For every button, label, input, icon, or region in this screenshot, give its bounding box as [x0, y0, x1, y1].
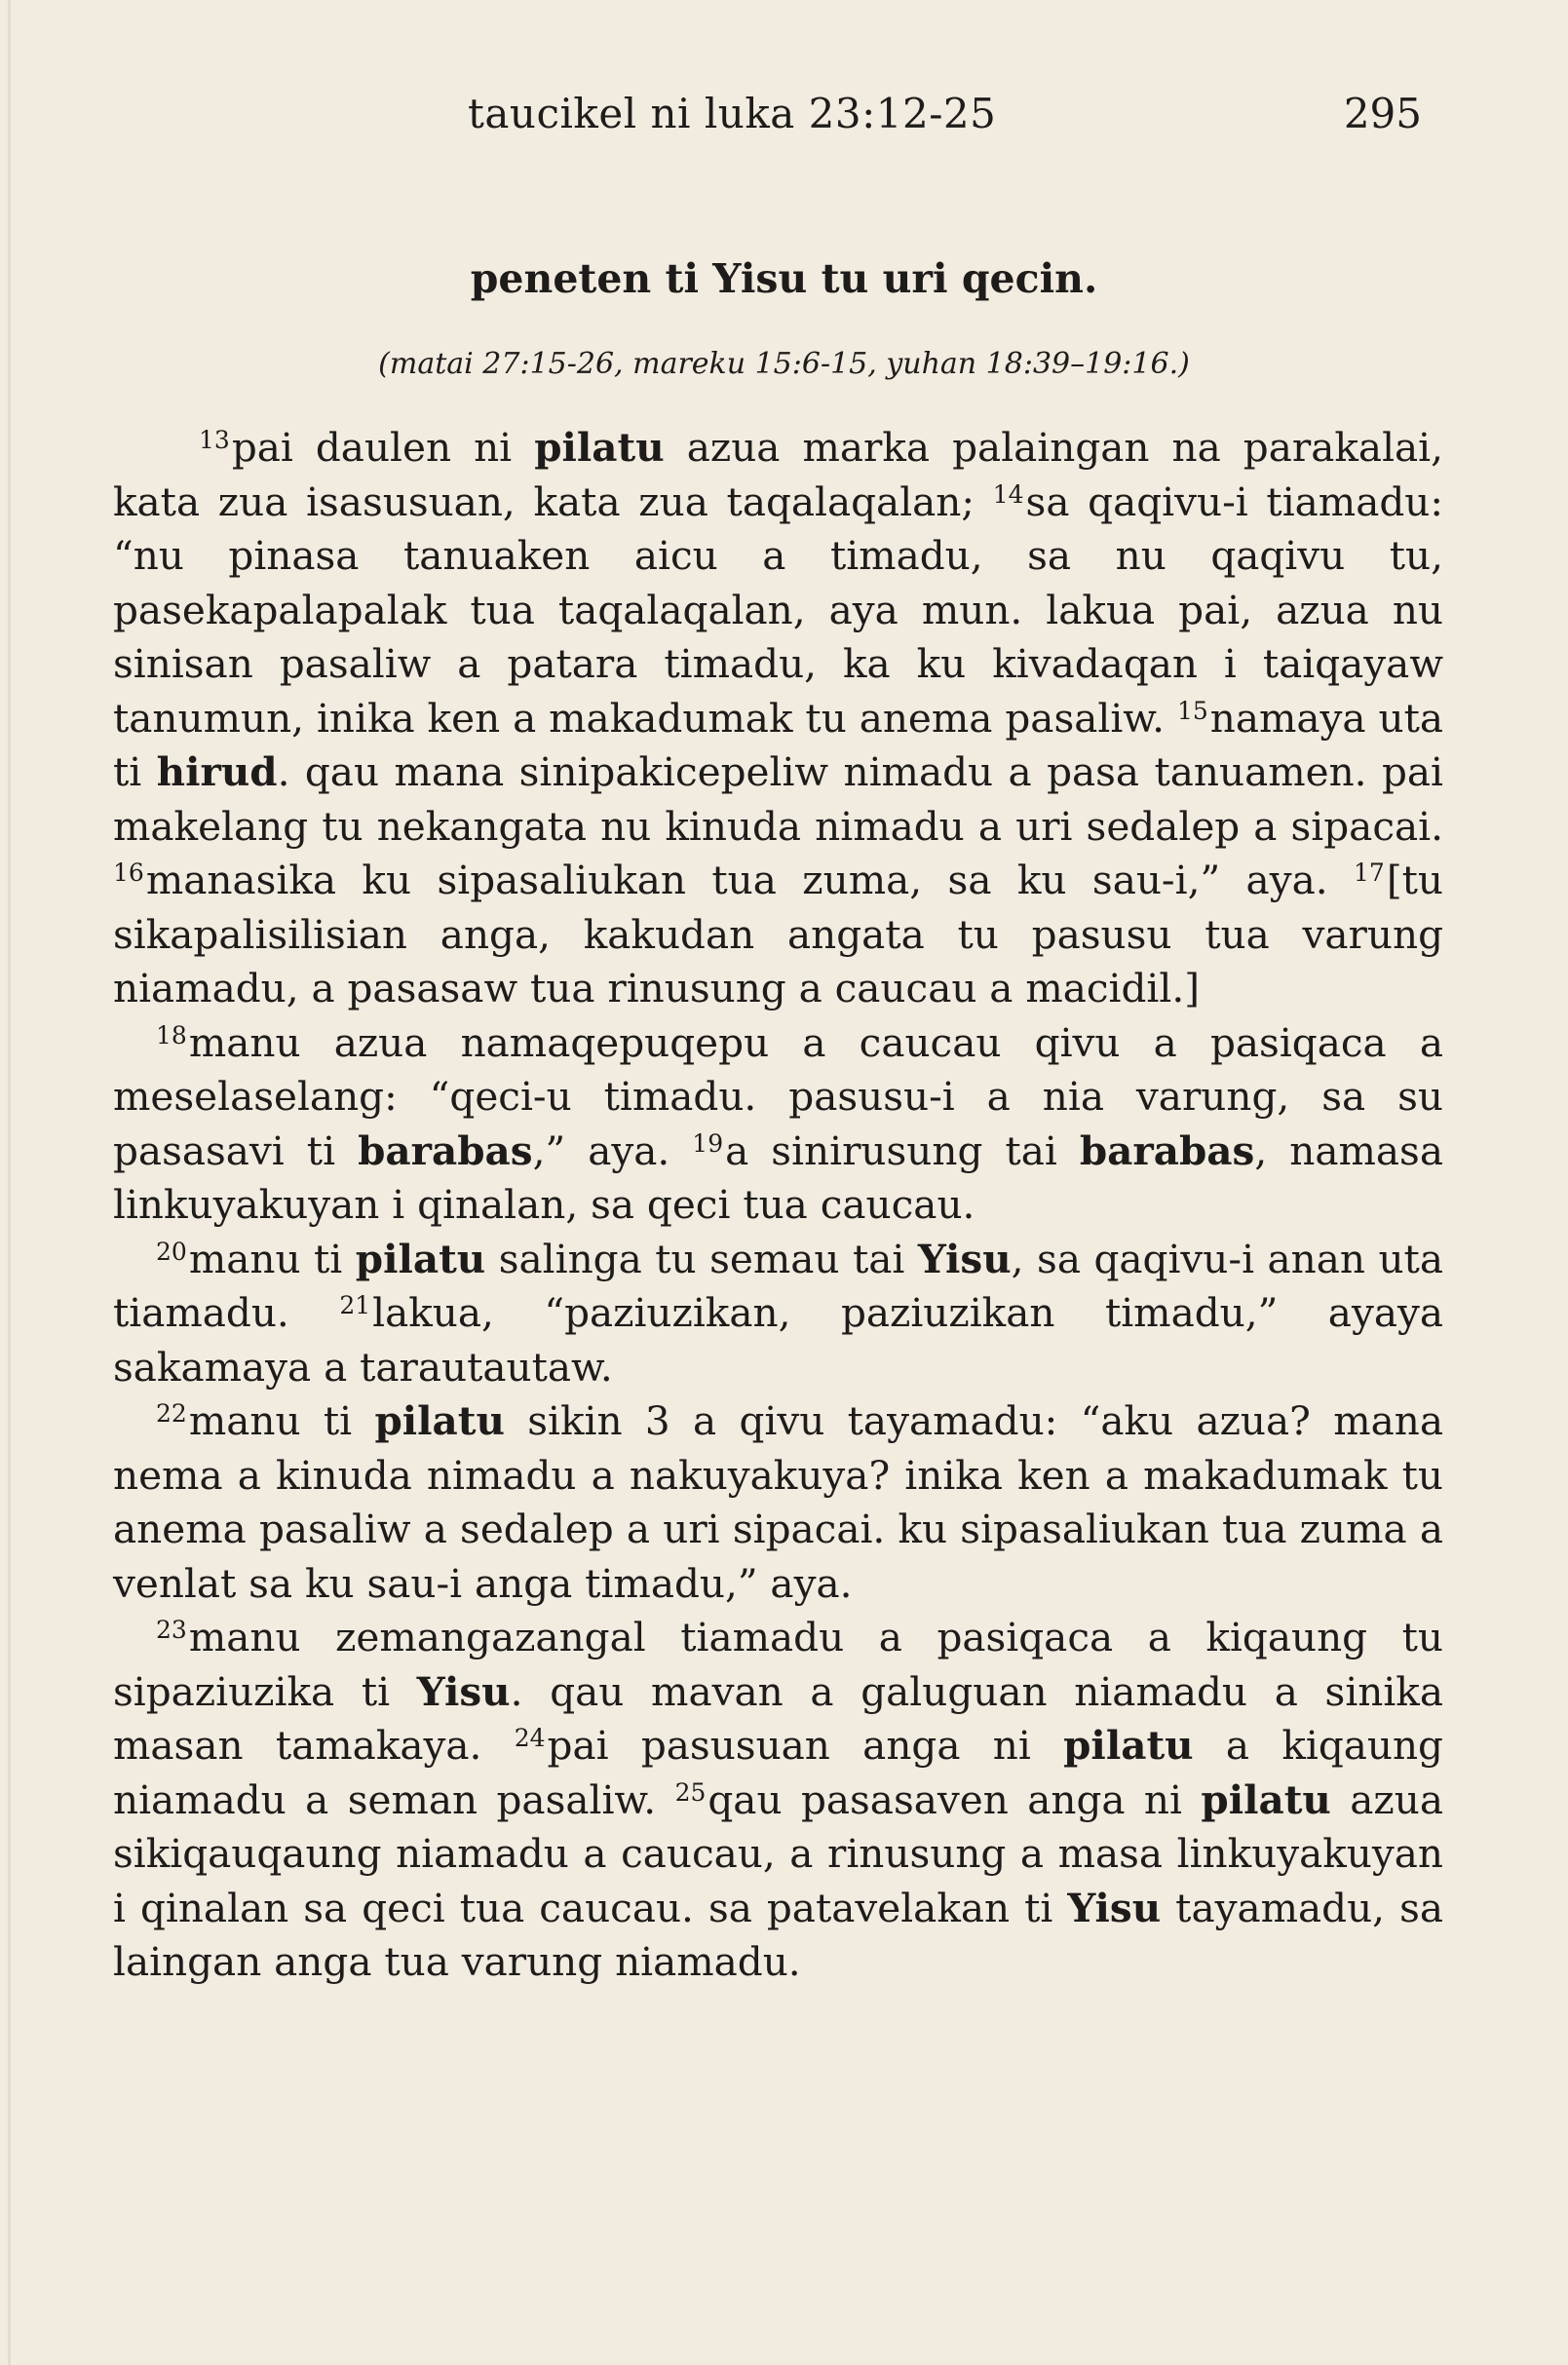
paragraph [113, 1611, 1443, 1990]
page-number: 295 [1343, 90, 1422, 137]
verse-number: 21 [339, 1291, 371, 1319]
verse-text: manu zemangazangal tiamadu a pasiqaca a kiqaung tu sipaziuzika ti [113, 1614, 1443, 1715]
running-head [0, 90, 1568, 148]
verse-number: 16 [113, 858, 144, 887]
running-head-title: taucikel ni luka 23:12-25 [468, 90, 997, 137]
verse-number: 24 [514, 1724, 546, 1752]
bold-name: Yisu [416, 1667, 511, 1715]
verse-text: azua sikiqauqaung niamadu a caucau, a rinusung a masa linkuyakuyan i qinalan sa qeci tua caucau. sa patavelakan ti [113, 1775, 1443, 1931]
verse-number: 20 [156, 1237, 187, 1266]
verse-text: a sinirusung tai [725, 1126, 1080, 1174]
bold-name: Yisu [917, 1235, 1012, 1282]
verse-text: manasika ku sipasaliukan tua zuma, sa ku sau-i,” aya. [145, 857, 1355, 903]
paragraph [113, 1016, 1443, 1233]
verse-text: [tu sikapalisilisian anga, kakudan angata tu pasusu tua varung niamadu, a pasasaw tua rinusung a caucau a macidil.] [113, 857, 1443, 1011]
verse-number: 25 [674, 1777, 707, 1807]
verse-text: manu ti [188, 1235, 356, 1282]
verse-text: qau pasasaven anga ni [708, 1775, 1202, 1823]
verse-text: manu azua namaqepuqepu a caucau qivu a pasiqaca a meselaselang: “qeci-u timadu. pasusu-i a nia varung, sa su pasasavi ti [113, 1018, 1443, 1174]
parallel-references: (matai 27:15-26, mareku 15:6-15, yuhan 18:39–19:16.) [378, 347, 1190, 381]
bold-name: barabas [358, 1126, 533, 1174]
verse-text: sikin 3 a qivu tayamadu: “aku azua? mana nema a kinuda nimadu a nakuyakuya? inika ken a makadumak tu anema pasaliw a sedalep a uri sipacai. ku sipasaliukan tua zuma a venlat sa ku sau-i anga timadu,” aya. [113, 1397, 1443, 1607]
verse-text: , sa qaqivu-i anan uta tiamadu. [113, 1235, 1443, 1336]
paragraph [113, 1394, 1443, 1611]
verse-text: a kiqaung niamadu a seman pasaliw. [113, 1722, 1443, 1823]
verse-number: 13 [199, 426, 230, 454]
bold-name: pilatu [534, 424, 665, 471]
bold-name: pilatu [1201, 1775, 1331, 1823]
verse-text: . qau mana sinipakicepeliw nimadu a pasa tanuamen. pai makelang tu nekangata nu kinuda nimadu a uri sedalep a sipacai. [113, 748, 1443, 850]
verse-number: 19 [692, 1128, 724, 1158]
verse-text: pai daulen ni [231, 424, 535, 471]
bold-name: pilatu [355, 1235, 486, 1282]
verse-text: tayamadu, sa laingan anga tua varung niamadu. [113, 1884, 1443, 1985]
bold-name: pilatu [1063, 1722, 1194, 1769]
verse-text: salinga tu semau tai [485, 1235, 918, 1282]
bold-name: hirud [156, 748, 278, 795]
verse-text: manu ti [188, 1397, 375, 1444]
bold-name: Yisu [1067, 1884, 1162, 1931]
paragraph [113, 421, 1443, 1016]
verse-text: , namasa linkuyakuyan i qinalan, sa qeci tua caucau. [113, 1126, 1443, 1228]
verse-number: 15 [1176, 696, 1208, 725]
verse-text: . qau mavan a galuguan niamadu a sinika masan tamakaya. [113, 1667, 1443, 1769]
verse-number: 22 [156, 1399, 187, 1428]
verse-text: pai pasusuan anga ni [547, 1722, 1064, 1769]
verse-number: 23 [156, 1616, 187, 1644]
verse-text: ,” aya. [532, 1126, 693, 1174]
verse-number: 18 [156, 1020, 187, 1049]
verse-text: lakua, “paziuzikan, paziuzikan timadu,” ayaya sakamaya a tarautautaw. [113, 1289, 1443, 1391]
verse-number: 14 [992, 479, 1024, 509]
paragraph [113, 1233, 1443, 1395]
verse-text: sa qaqivu-i tiamadu: “nu pinasa tanuaken aicu a timadu, sa nu qaqivu tu, pasekapalapalak tua taqalaqalan, aya mun. lakua pai, azua nu sinisan pasaliw a patara timadu, ka ku kivadaqan i taiqayaw tanumun, inika ken a makadumak tu anema pasaliw. [113, 477, 1443, 742]
bold-name: pilatu [374, 1397, 505, 1444]
verse-text: namaya uta ti [113, 694, 1444, 795]
verse-text: azua marka palaingan na parakalai, kata zua isasusuan, kata zua taqalaqalan; [113, 424, 1443, 525]
bold-name: barabas [1079, 1126, 1255, 1174]
verse-number: 17 [1354, 858, 1385, 887]
section-title: peneten ti Yisu tu uri qecin. [470, 255, 1098, 302]
body-text [113, 421, 1443, 1990]
